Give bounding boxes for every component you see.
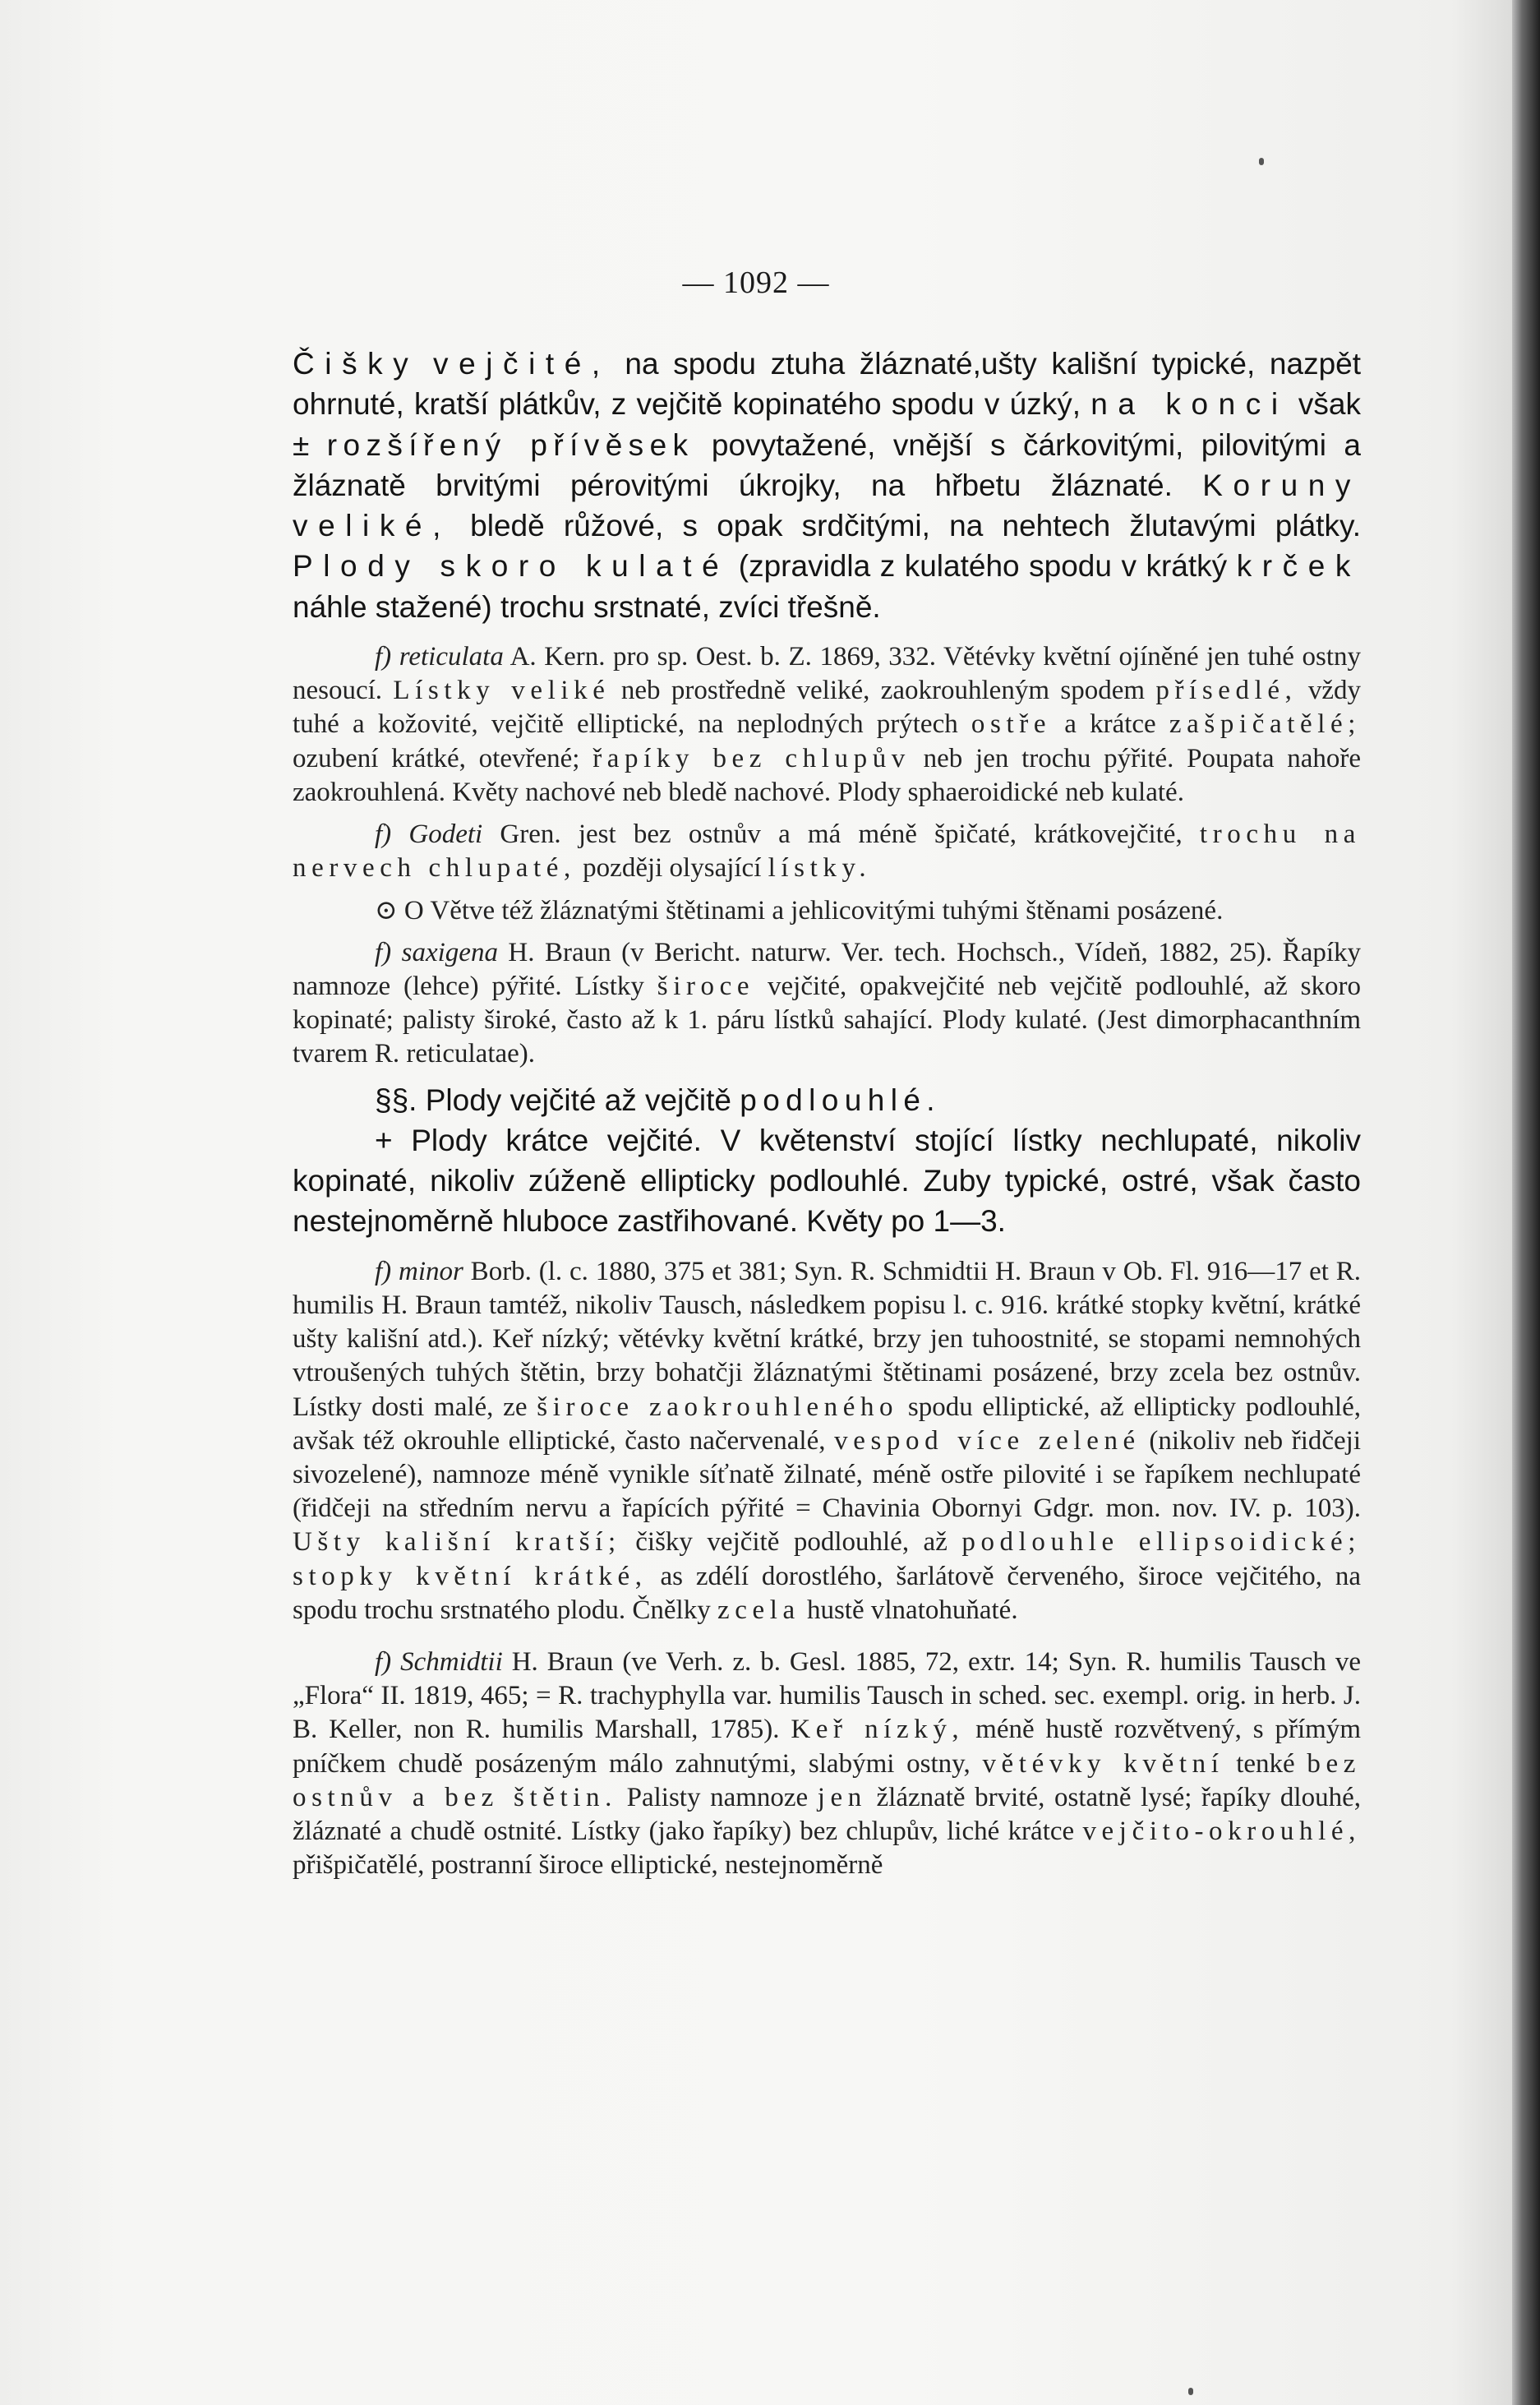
paragraph-godeti: f) Godeti Gren. jest bez ostnův a má méně špičaté, krátkovejčité, trochu na nervech chlupaté, později olysající lístky. — [293, 819, 1361, 884]
paragraph-short-oval-fruits: + Plody krátce vejčité. V květenství stojící lístky nechlupaté, nikoliv kopinaté, nikoliv zúženě ellipticky podlouhlé. Zuby typické, ostré, však často nestejnoměrně hluboce zastřihované. Květy po 1—3. — [293, 1123, 1361, 1239]
paragraph-schmidtii: f) Schmidtii H. Braun (ve Verh. z. b. Gesl. 1885, 72, extr. 14; Syn. R. humilis Tausch ve „Flora“ II. 1819, 465; = R. trachyphylla var. humilis Tausch in sched. sec. exempl. orig. in herb. J. B. Keller, non R. humilis Marshall, 1785). Keř nízký, méně hustě rozvětvený, s přímým pníčkem chudě posázeným málo zahnutými, slabými ostny, větévky květní tenké bez ostnův a bez štětin. Palisty namnoze jen žláznatě brvité, ostatně lysé; řapíky dlouhé, žláznaté a chudě ostnité. Lístky (jako řapíky) bez chlupův, liché krátce vejčito-okrouhlé, přišpičatělé, postranní široce elliptické, nestejnoměrně — [293, 1646, 1361, 1881]
print-speck — [1188, 2388, 1193, 2395]
paragraph-minor: f) minor Borb. (l. c. 1880, 375 et 381; Syn. R. Schmidtii H. Braun v Ob. Fl. 916—17 et R. humilis H. Braun tamtéž, nikoliv Tausch, následkem popisu l. c. 916. krátké stopky květní, krátké ušty kališní atd.). Keř nízký; větévky květní krátké, brzy jen tuhoostnité, se stopami nemnohých vtroušených tuhých štětin, brzy bohatčji žláznatými štětinami posázené, brzy zcela bez ostnův. Lístky dosti malé, ze široce zaokrouhleného spodu elliptické, až ellipticky podlouhlé, avšak též okrouhle elliptické, často načervenalé, vespod více zelené (nikoliv neb řidčeji sivozelené), namnoze méně vynikle síťnatě žilnaté, méně ostře pilovité i se řapíkem nechlupaté (řidčeji na středním nervu a řapících pýřité = Chavinia Obornyi Gdgr. mon. nov. IV. p. 103). Ušty kališní kratší; čišky vejčitě podlouhlé, až podlouhle ellipsoidické; stopky květní krátké, as zdélí dorostlého, šarlátově červeného, široce vejčitého, na spodu trochu srstnatého plodu. Čnělky zcela hustě vlnatohuňaté. — [293, 1256, 1362, 1625]
page-content — [293, 344, 1361, 1882]
section-heading-oval-fruits: §§. Plody vejčité až vejčitě podlouhlé. — [375, 1082, 941, 1117]
paragraph-symbol-note: ⊙ O Větve též žláznatými štětinami a jehlicovitými tuhými štěnami posázené. — [375, 895, 1224, 926]
paragraph-calyx-description: Čišky vejčité, na spodu ztuha žláznaté,ušty kališní typické, nazpět ohrnuté, kratší plátkův, z vejčitě kopinatého spodu v úzký, na konci však ± rozšířený přívěsek povytažené, vnější s čárkovitými, pilovitými a žláznatě brvitými pérovitými úkrojky, na hřbetu žláznaté. Koruny veliké, bledě růžové, s opak srdčitými, na nehtech žlutavými plátky. Plody skoro kulaté (zpravidla z kulatého spodu v krátký krček náhle stažené) trochu srstnaté, zvíci třešně. — [293, 347, 1362, 624]
paragraph-reticulata: f) reticulata A. Kern. pro sp. Oest. b. Z. 1869, 332. Větévky květní ojíněné jen tuhé ostny nesoucí. Lístky veliké neb prostředně veliké, zaokrouhleným spodem přísedlé, vždy tuhé a kožovité, vejčitě elliptické, na neplodných prýtech ostře a krátce zašpičatělé; ozubení krátké, otevřené; řapíky bez chlupův neb jen trochu pýřité. Poupata nahoře zaokrouhlená. Květy nachové neb bledě nachové. Plody sphaeroidické neb kulaté. — [293, 642, 1362, 807]
print-speck — [1259, 158, 1264, 165]
binding-edge — [1512, 0, 1540, 2405]
paragraph-saxigena: f) saxigena H. Braun (v Bericht. naturw. Ver. tech. Hochsch., Vídeň, 1882, 25). Řapíky namnoze (lehce) pýřité. Lístky široce vejčité, opakvejčité neb vejčitě podlouhlé, až skoro kopinaté; palisty široké, často až k 1. páru lístků sahající. Plody kulaté. (Jest dimorphacanthním tvarem R. reticulatae). — [293, 937, 1362, 1069]
page-number: — 1092 — — [682, 265, 830, 300]
